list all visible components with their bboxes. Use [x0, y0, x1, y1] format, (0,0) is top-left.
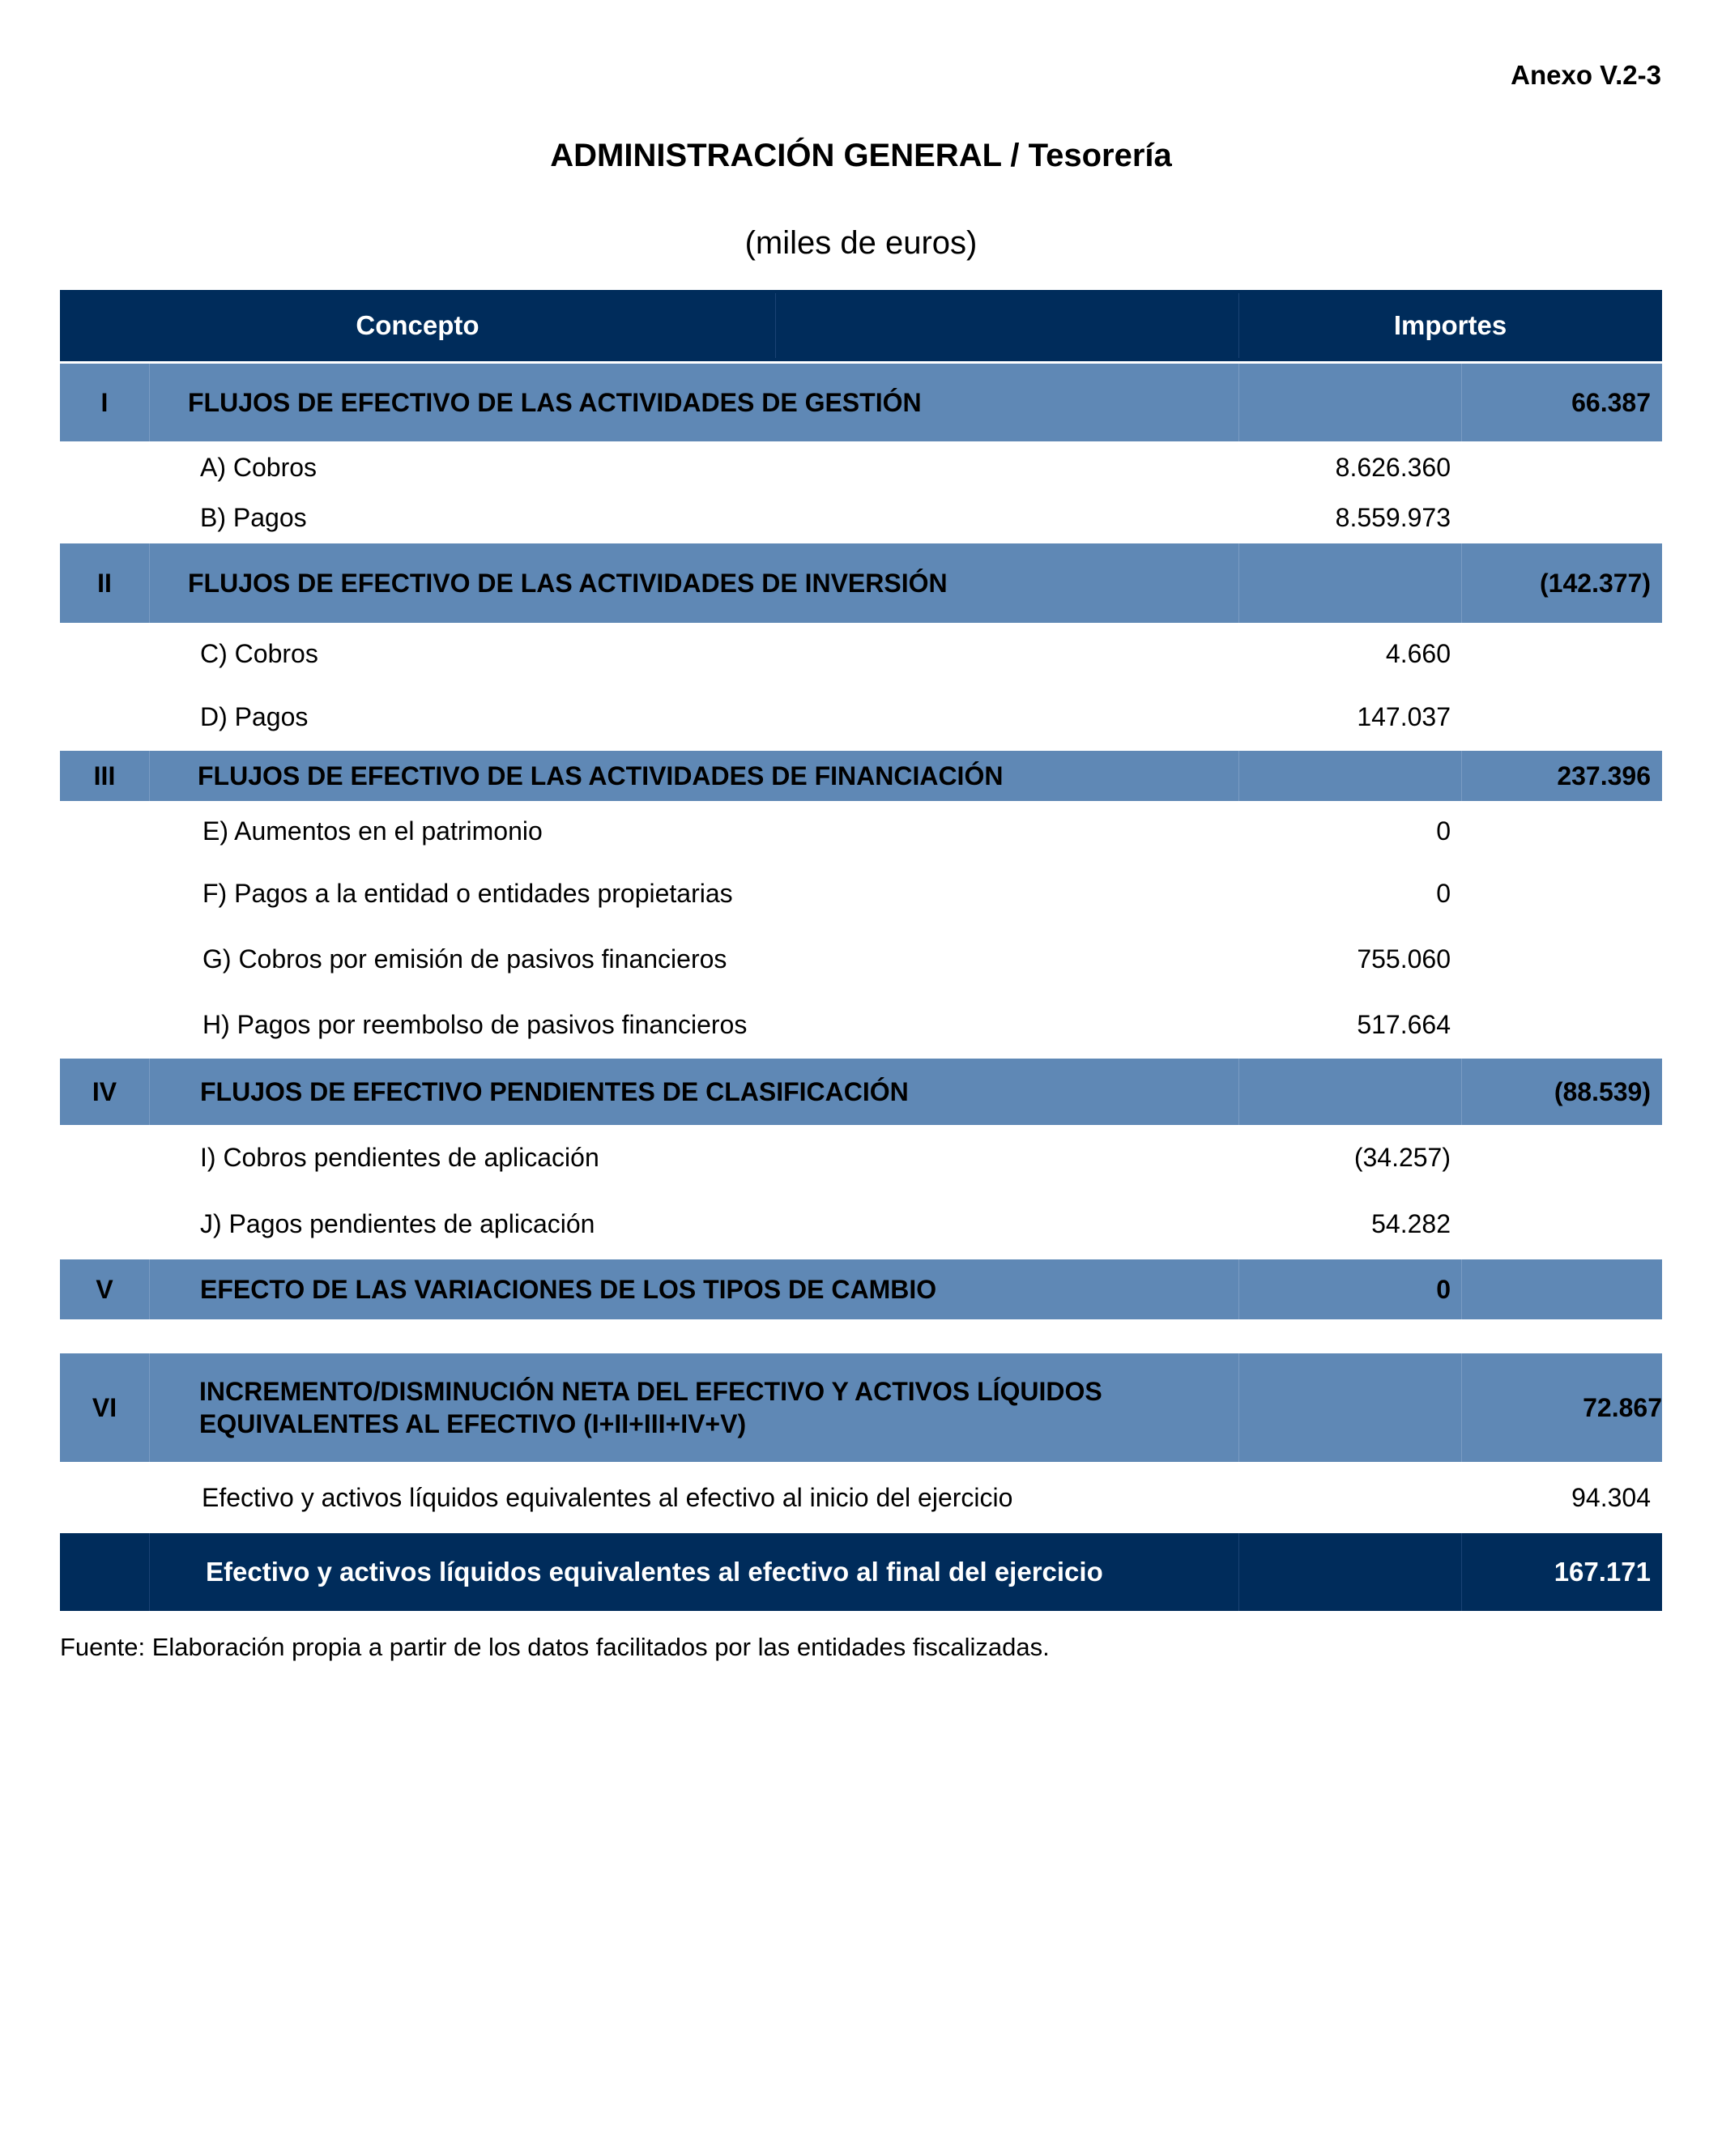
section-amount: 66.387 [1571, 387, 1651, 417]
item-row [60, 1190, 1662, 1258]
section-number: VI [92, 1392, 117, 1422]
item-label: H) Pagos por reembolso de pasivos financieros [202, 1009, 748, 1039]
section-row-v [60, 1259, 1662, 1319]
section-label: FLUJOS DE EFECTIVO PENDIENTES DE CLASIFICACIÓN [200, 1077, 909, 1106]
item-label: F) Pagos a la entidad o entidades propietarias [202, 878, 733, 908]
item-amount: 8.559.973 [1335, 502, 1451, 532]
section-amount: 237.396 [1557, 761, 1651, 790]
section-amount: (142.377) [1540, 568, 1651, 598]
page-title: ADMINISTRACIÓN GENERAL / Tesorería [550, 138, 1172, 173]
item-amount: 147.037 [1357, 701, 1451, 731]
item-row [60, 1125, 1662, 1190]
item-row [60, 992, 1662, 1057]
section-number: III [93, 761, 116, 790]
section-row-iv [60, 1059, 1662, 1125]
item-label: G) Cobros por emisión de pasivos financieros [202, 944, 727, 974]
item-label: A) Cobros [200, 452, 318, 482]
section-number: II [97, 568, 112, 598]
section-amount: (88.539) [1554, 1076, 1651, 1106]
item-label: D) Pagos [200, 701, 309, 731]
item-row [60, 926, 1662, 992]
item-amount: 54.282 [1371, 1208, 1451, 1238]
section-amount: 0 [1436, 1274, 1451, 1304]
opening-balance-label: Efectivo y activos líquidos equivalentes al efectivo al inicio del ejercicio [202, 1482, 1013, 1512]
closing-balance-amount: 167.171 [1554, 1557, 1651, 1587]
closing-balance-label: Efectivo y activos líquidos equivalentes al efectivo al final del ejercicio [206, 1557, 1103, 1587]
opening-balance-row [60, 1462, 1662, 1533]
table-header [60, 290, 1662, 361]
item-amount: 755.060 [1357, 944, 1451, 974]
section-label: FLUJOS DE EFECTIVO DE LAS ACTIVIDADES DE FINANCIACIÓN [198, 761, 1004, 790]
item-amount: (34.257) [1353, 1142, 1451, 1172]
section-number: I [100, 387, 109, 417]
item-amount: 517.664 [1357, 1009, 1451, 1039]
item-label: E) Aumentos en el patrimonio [202, 816, 543, 846]
header-concept: Concepto [356, 310, 480, 340]
section-label: INCREMENTO/DISMINUCIÓN NETA DEL EFECTIVO Y ACTIVOS LÍQUIDOS EQUIVALENTES AL EFECTIVO (I+II+III+IV+V) [199, 1377, 1102, 1438]
item-row [60, 493, 1662, 542]
section-number: V [96, 1274, 113, 1304]
item-row [60, 861, 1662, 926]
section-label: EFECTO DE LAS VARIACIONES DE LOS TIPOS DE CAMBIO [200, 1275, 937, 1304]
closing-balance-row [60, 1533, 1662, 1611]
item-label: C) Cobros [200, 638, 318, 668]
annex-reference: Anexo V.2-3 [1511, 60, 1661, 90]
item-amount: 0 [1436, 816, 1451, 846]
section-row-iii [60, 751, 1662, 801]
item-row [60, 441, 1662, 493]
units-subtitle: (miles de euros) [744, 225, 978, 261]
section-label: FLUJOS DE EFECTIVO DE LAS ACTIVIDADES DE GESTIÓN [188, 388, 922, 417]
section-label: FLUJOS DE EFECTIVO DE LAS ACTIVIDADES DE INVERSIÓN [188, 569, 948, 598]
section-row-i [60, 364, 1662, 441]
item-amount: 0 [1436, 878, 1451, 908]
item-amount: 8.626.360 [1335, 452, 1451, 482]
header-amounts: Importes [1393, 310, 1507, 340]
opening-balance-amount: 94.304 [1571, 1482, 1651, 1512]
item-label: B) Pagos [200, 502, 307, 532]
item-label: J) Pagos pendientes de aplicación [200, 1208, 595, 1238]
section-row-vi [60, 1353, 1662, 1462]
section-amount: 72.867 [1583, 1392, 1662, 1422]
source-footnote: Fuente: Elaboración propia a partir de los datos facilitados por las entidades fiscalizadas. [60, 1633, 1050, 1661]
section-number: IV [92, 1076, 117, 1106]
item-row [60, 801, 1662, 861]
section-row-ii [60, 543, 1662, 623]
item-row [60, 684, 1662, 749]
item-amount: 4.660 [1385, 638, 1451, 668]
item-row [60, 623, 1662, 684]
item-label: I) Cobros pendientes de aplicación [200, 1142, 599, 1172]
